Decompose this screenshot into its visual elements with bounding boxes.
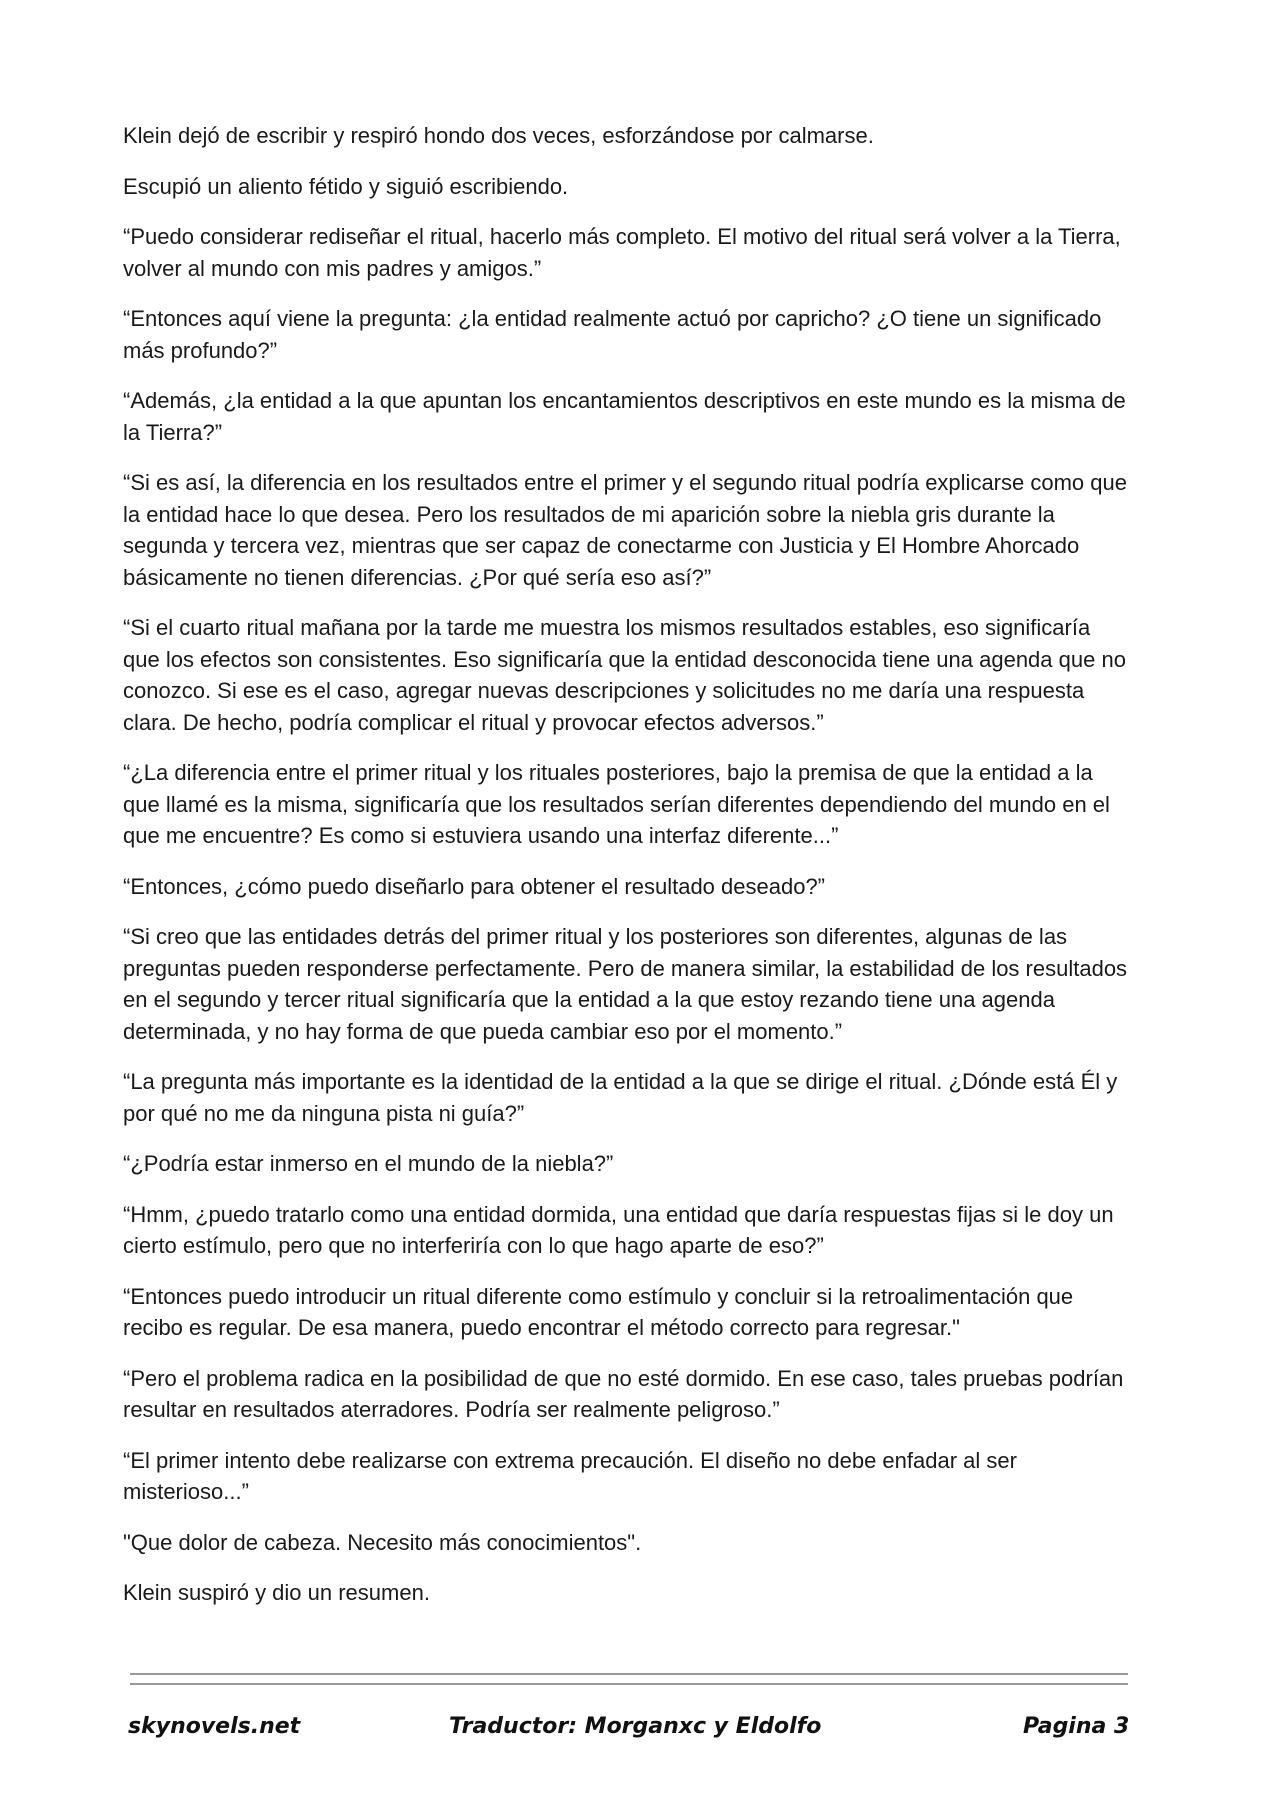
footer-divider-bottom bbox=[130, 1683, 1128, 1685]
paragraph: "Que dolor de cabeza. Necesito más conocimientos". bbox=[123, 1529, 642, 1555]
body-text bbox=[123, 120, 1133, 1628]
paragraph: “Entonces, ¿cómo puedo diseñarlo para obtener el resultado deseado?” bbox=[123, 873, 826, 899]
footer-page-number: Pagina 3 bbox=[1023, 1714, 1130, 1739]
footer-divider-top bbox=[130, 1673, 1128, 1675]
paragraph: “Puedo considerar rediseñar el ritual, hacerlo más completo. El motivo del ritual será volver a la Tierra, volver al mundo con mis padres y amigos.” bbox=[123, 224, 1121, 281]
paragraph: “La pregunta más importante es la identidad de la entidad a la que se dirige el ritual. ¿Dónde está Él y por qué no me da ninguna pista ni guía?” bbox=[123, 1069, 1118, 1126]
footer-site: skynovels.net bbox=[128, 1714, 301, 1739]
paragraph: “Hmm, ¿puedo tratarlo como una entidad dormida, una entidad que daría respuestas fijas si le doy un cierto estímulo, pero que no interferiría con lo que hago aparte de eso?” bbox=[123, 1201, 1114, 1258]
paragraph: Escupió un aliento fétido y siguió escribiendo. bbox=[123, 173, 569, 199]
paragraph: “Si el cuarto ritual mañana por la tarde me muestra los mismos resultados estables, eso significaría que los efectos son consistentes. Eso significaría que la entidad desconocida tiene una agenda que no conozco. Si ese es el caso, agregar nuevas descripciones y solicitudes no me daría una respuesta clara. De hecho, podría complicar el ritual y provocar efectos adversos.” bbox=[123, 615, 1126, 735]
paragraph: “Entonces aquí viene la pregunta: ¿la entidad realmente actuó por capricho? ¿O tiene un significado más profundo?” bbox=[123, 306, 1102, 363]
paragraph: “Entonces puedo introducir un ritual diferente como estímulo y concluir si la retroalimentación que recibo es regular. De esa manera, puedo encontrar el método correcto para regresar." bbox=[123, 1283, 1074, 1340]
paragraph: “¿Podría estar inmerso en el mundo de la niebla?” bbox=[123, 1151, 614, 1176]
paragraph: “Si creo que las entidades detrás del primer ritual y los posteriores son diferentes, algunas de las preguntas pueden responderse perfectamente. Pero de manera similar, la estabilidad de los resultados en el segundo y tercer ritual significaría que la entidad a la que estoy rezando tiene una agenda determinada, y no hay forma de que pueda cambiar eso por el momento.” bbox=[123, 924, 1128, 1044]
paragraph: Klein suspiró y dio un resumen. bbox=[123, 1580, 430, 1605]
paragraph: “Además, ¿la entidad a la que apuntan los encantamientos descriptivos en este mundo es la misma de la Tierra?” bbox=[123, 388, 1126, 445]
paragraph: “Si es así, la diferencia en los resultados entre el primer y el segundo ritual podría explicarse como que la entidad hace lo que desea. Pero los resultados de mi aparición sobre la niebla gris durante la segunda y tercera vez, mientras que ser capaz de conectarme con Justicia y El Hombre Ahorcado básicamente no tienen diferencias. ¿Por qué sería eso así?” bbox=[123, 470, 1127, 590]
paragraph: “Pero el problema radica en la posibilidad de que no esté dormido. En ese caso, tales pruebas podrían resultar en resultados aterradores. Podría ser realmente peligroso.” bbox=[123, 1365, 1124, 1422]
footer-translator: Traductor: Morganxc y Eldolfo bbox=[449, 1714, 822, 1739]
paragraph: “El primer intento debe realizarse con extrema precaución. El diseño no debe enfadar al ser misterioso...” bbox=[123, 1447, 1017, 1504]
paragraph: “¿La diferencia entre el primer ritual y los rituales posteriores, bajo la premisa de que la entidad a la que llamé es la misma, significaría que los resultados serían diferentes dependiendo del mundo en el que me encuentre? Es como si estuviera usando una interfaz diferente...” bbox=[123, 760, 1110, 848]
paragraph: Klein dejó de escribir y respiró hondo dos veces, esforzándose por calmarse. bbox=[123, 123, 874, 148]
